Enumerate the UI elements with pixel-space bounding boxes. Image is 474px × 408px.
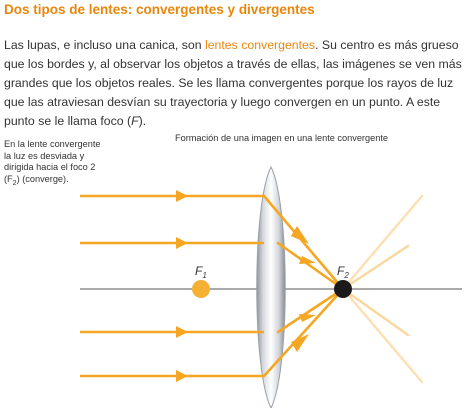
incoming-rays: [80, 196, 264, 376]
side-note-subscript: 2: [12, 179, 17, 187]
arrow-refracted-1: [291, 226, 309, 244]
diverging-ray-4: [343, 196, 422, 289]
section-title: Dos tipos de lentes: convergentes y divergentes: [4, 2, 315, 17]
paragraph-end: ).: [138, 114, 147, 128]
arrow-ray-1: [176, 190, 188, 202]
side-note-line-4-prefix: (F: [4, 173, 13, 184]
side-note-line-1: En la lente convergente: [4, 139, 101, 149]
arrow-ray-4: [176, 370, 188, 382]
paragraph-text-2: . Su centro es más grueso que los bordes y, al observar los objetos a través de ellas, las imágenes se ven más grandes que los objetos reales. Se les llama convergentes porque los rayos de luz que las atraviesan desvían su trayectoria y luego convergen en un punto. A este punto se le llama foco (: [4, 38, 462, 128]
focus-2-label: $F_2$: [337, 264, 349, 280]
side-note-line-2: la luz es desviada y: [4, 150, 85, 161]
diverging-ray-1: [343, 289, 422, 382]
focus-1-label: $F_1$: [195, 264, 207, 280]
focus-2-point: [334, 280, 352, 298]
side-note-line-4-suffix: ) (converge).: [16, 173, 69, 184]
arrow-refracted-2: [299, 256, 316, 264]
incoming-ray-arrows: [176, 190, 188, 382]
side-note-line-3: dirigida hacia el foco 2: [4, 162, 96, 172]
highlight-lentes-convergentes: lentes convergentes: [204, 38, 316, 52]
focus-1-point: [192, 280, 210, 298]
arrow-ray-3: [176, 326, 188, 338]
focus-symbol: F: [131, 114, 139, 128]
paragraph-text-1: Las lupas, e incluso una canica, son: [4, 38, 205, 52]
figure-title: Formación de una imagen en una lente convergente: [175, 133, 388, 143]
arrow-ray-2: [176, 237, 188, 249]
